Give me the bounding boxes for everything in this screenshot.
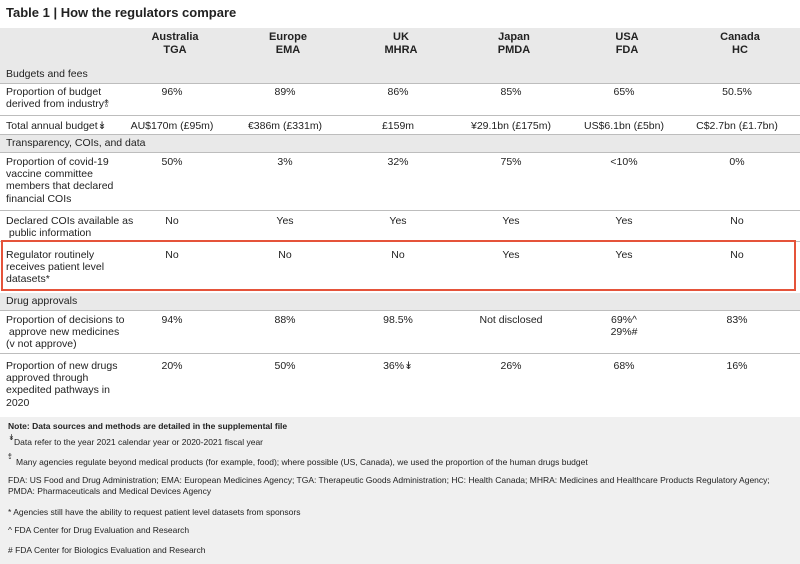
table-cell: 98.5% bbox=[383, 314, 413, 326]
table-cell: 88% bbox=[274, 314, 296, 326]
section-transparency: Transparency, COIs, and data bbox=[0, 135, 800, 152]
table-cell: £159m bbox=[381, 120, 415, 132]
note-sources: Note: Data sources and methods are detailed in the supplemental file bbox=[8, 421, 288, 431]
column-header-europe: Europe EMA bbox=[269, 31, 307, 56]
table-cell: 50% bbox=[274, 360, 296, 372]
loop-symbol: ⥉ bbox=[8, 452, 12, 461]
note-abbreviations: FDA: US Food and Drug Administration; EMA: European Medicines Agency; TGA: Therapeutic Goods Administration; HC: Health Canada; MHRA: Medicines and Healthcare Products Regulatory Agency; PMDA: Pharmaceuticals and Medical Devices Agency bbox=[8, 475, 770, 496]
table-cell: 50.5% bbox=[722, 86, 752, 98]
table-cell: 75% bbox=[500, 156, 522, 168]
highlight-box bbox=[1, 240, 796, 291]
table-cell: No bbox=[278, 249, 292, 261]
column-header-australia: Australia TGA bbox=[151, 31, 199, 56]
table-cell: 65% bbox=[613, 86, 635, 98]
table-cell: C$2.7bn (£1.7bn) bbox=[696, 120, 778, 132]
column-header-uk: UK MHRA bbox=[384, 31, 418, 56]
table-cell: 96% bbox=[161, 86, 183, 98]
table-cell: Yes bbox=[389, 215, 407, 227]
table-cell: No bbox=[165, 249, 179, 261]
table-cell: Yes bbox=[615, 249, 633, 261]
table-cell: 68% bbox=[613, 360, 635, 372]
row-label-expedited: Proportion of new drugs approved through expedited pathways in 2020 bbox=[6, 360, 118, 409]
table-title: Table 1 | How the regulators compare bbox=[6, 5, 237, 20]
row-label-total-budget: Total annual budget↡ bbox=[6, 120, 107, 132]
row-label-approve-decisions: Proportion of decisions to approve new medicines (v not approve) bbox=[6, 314, 125, 351]
note-dagger: Data refer to the year 2021 calendar year or 2020-2021 fiscal year bbox=[14, 437, 264, 447]
row-label-covid-cois: Proportion of covid-19 vaccine committee members that declared financial COIs bbox=[6, 156, 114, 205]
table-cell: 0% bbox=[729, 156, 745, 168]
table-cell: Not disclosed bbox=[479, 314, 543, 326]
table-cell: No bbox=[730, 249, 744, 261]
note-asterisk: * Agencies still have the ability to request patient level datasets from sponsors bbox=[8, 507, 301, 517]
note-hash: # FDA Center for Biologics Evaluation and Research bbox=[8, 545, 206, 555]
dagger-symbol: ↡ bbox=[8, 433, 15, 442]
note-loop: Many agencies regulate beyond medical products (for example, food); where possible (US, Canada), we used the proportion of the human drugs budget bbox=[16, 457, 588, 467]
table-cell: Yes bbox=[276, 215, 294, 227]
table-cell: Yes bbox=[502, 249, 520, 261]
column-header-japan: Japan PMDA bbox=[497, 31, 531, 56]
table-cell: 89% bbox=[274, 86, 296, 98]
section-budgets: Budgets and fees bbox=[0, 66, 800, 83]
table-cell: Yes bbox=[615, 215, 633, 227]
table-cell: 94% bbox=[161, 314, 183, 326]
table-cell: 83% bbox=[726, 314, 748, 326]
table-cell: <10% bbox=[610, 156, 638, 168]
table-cell: 32% bbox=[387, 156, 409, 168]
table-cell: 26% bbox=[500, 360, 522, 372]
note-caret: ^ FDA Center for Drug Evaluation and Research bbox=[8, 525, 190, 535]
table-cell: €386m (£331m) bbox=[247, 120, 323, 132]
column-header-usa: USA FDA bbox=[615, 31, 639, 56]
table-cell: No bbox=[730, 215, 744, 227]
table-cell: 50% bbox=[161, 156, 183, 168]
table-cell: AU$170m (£95m) bbox=[130, 120, 214, 132]
table-cell: 16% bbox=[726, 360, 748, 372]
table-cell: 3% bbox=[277, 156, 293, 168]
table-cell: 86% bbox=[387, 86, 409, 98]
row-label-industry-budget: Proportion of budget derived from industry⥉ bbox=[6, 86, 109, 111]
column-header-canada: Canada HC bbox=[720, 31, 760, 56]
table-cell: 69%^ 29%# bbox=[610, 314, 638, 339]
table-cell: 36%↡ bbox=[383, 360, 413, 372]
table-cell: No bbox=[391, 249, 405, 261]
table-cell: No bbox=[165, 215, 179, 227]
table-cell: 85% bbox=[500, 86, 522, 98]
table-cell: US$6.1bn (£5bn) bbox=[584, 120, 664, 132]
table-cell: ¥29.1bn (£175m) bbox=[471, 120, 551, 132]
table-cell: 20% bbox=[161, 360, 183, 372]
section-approvals: Drug approvals bbox=[0, 293, 800, 310]
table-cell: Yes bbox=[502, 215, 520, 227]
row-label-patient-data: Regulator routinely receives patient level datasets* bbox=[6, 249, 105, 286]
row-label-declared-cois: Declared COIs available as public information bbox=[6, 215, 134, 240]
